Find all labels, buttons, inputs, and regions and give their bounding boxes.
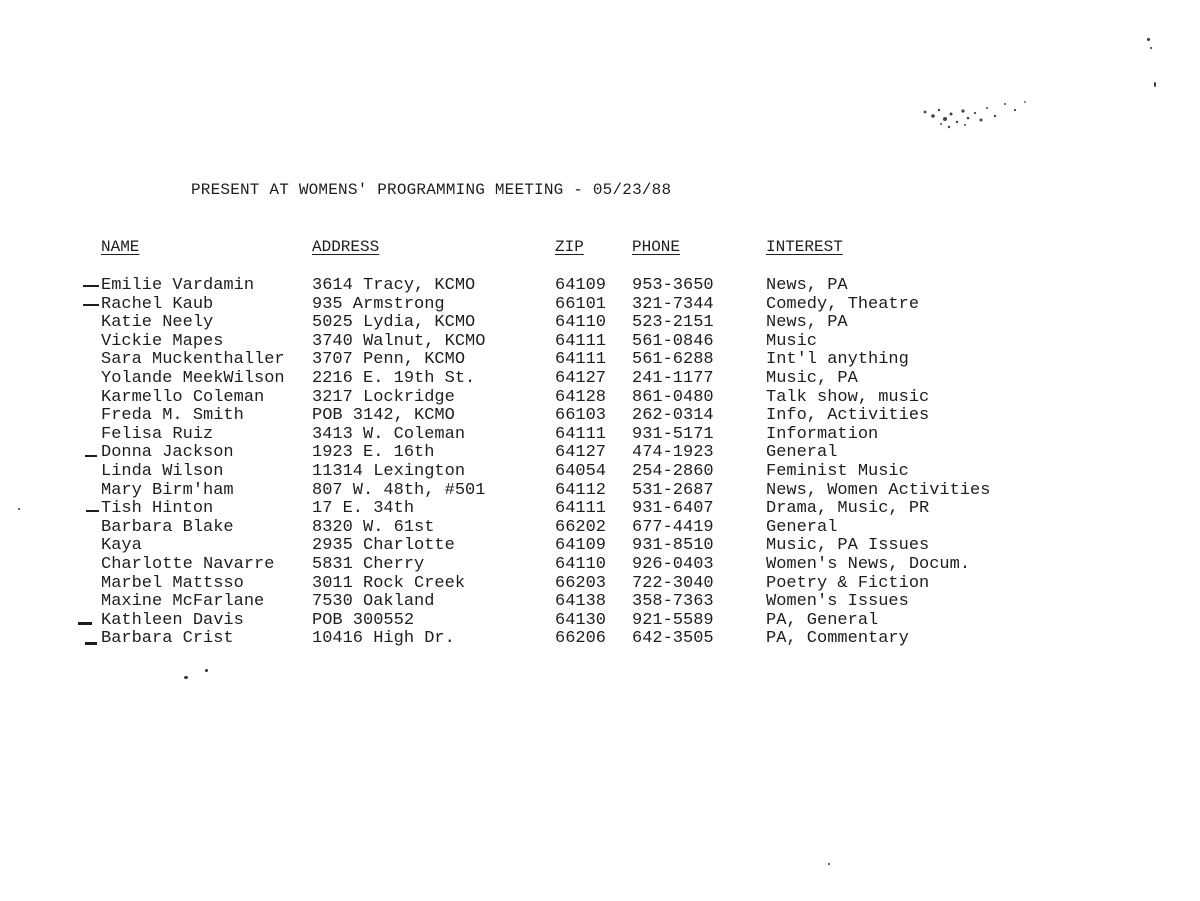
table-row: [0, 592, 1200, 611]
attendee-address: 10416 High Dr.: [312, 629, 455, 649]
attendee-interest: News, PA: [766, 276, 848, 295]
attendee-address: 935 Armstrong: [312, 294, 445, 314]
attendee-name: Tish Hinton: [101, 499, 214, 519]
scan-noise-mark: [905, 92, 1045, 142]
attendee-interest: Music, PA: [766, 369, 858, 388]
attendee-zip: 64130: [555, 610, 607, 630]
attendee-phone: 642-3505: [632, 629, 714, 649]
attendee-zip: 64128: [555, 387, 607, 407]
attendee-address: 3740 Walnut, KCMO: [312, 331, 486, 351]
attendee-address: 3413 W. Coleman: [312, 424, 466, 444]
attendee-phone: 921-5589: [632, 610, 714, 630]
header-phone: PHONE: [632, 238, 681, 256]
attendee-name: Rachel Kaub: [101, 294, 214, 314]
attendee-zip: 64111: [555, 331, 607, 351]
table-row: [0, 536, 1200, 555]
attendee-name: Yolande MeekWilson: [101, 369, 285, 388]
scan-speck: [184, 676, 188, 679]
attendee-zip: 66101: [555, 294, 607, 314]
attendee-interest: Women's News, Docum.: [766, 555, 971, 574]
attendee-zip: 64112: [555, 480, 607, 500]
attendee-zip: 64111: [555, 424, 607, 444]
attendee-name: Freda M. Smith: [101, 406, 244, 426]
attendee-zip: 66206: [555, 629, 607, 649]
table-row: [0, 313, 1200, 332]
attendee-phone: 722-3040: [632, 573, 714, 593]
attendee-phone: 561-6288: [632, 350, 714, 370]
attendee-name: Linda Wilson: [101, 462, 224, 481]
scan-speck: [1147, 38, 1150, 41]
table-row: [0, 499, 1200, 518]
attendee-name: Donna Jackson: [101, 443, 234, 463]
attendee-zip: 66103: [555, 406, 607, 426]
attendee-name: Maxine McFarlane: [101, 592, 265, 612]
attendee-address: 2216 E. 19th St.: [312, 369, 476, 388]
attendee-name: Kaya: [101, 536, 142, 556]
attendee-name: Vickie Mapes: [101, 331, 224, 351]
attendee-address: 11314 Lexington: [312, 462, 466, 481]
attendee-interest: Talk show, music: [766, 387, 930, 407]
tick-mark: [83, 304, 99, 306]
table-row: [0, 388, 1200, 407]
attendee-phone: 262-0314: [632, 406, 714, 426]
attendee-phone: 254-2860: [632, 462, 714, 481]
attendee-address: 1923 E. 16th: [312, 443, 435, 463]
attendee-name: Mary Birm'ham: [101, 480, 234, 500]
attendee-interest: Int'l anything: [766, 350, 909, 370]
attendee-name: Felisa Ruiz: [101, 424, 214, 444]
attendee-interest: News, PA: [766, 313, 848, 333]
attendee-address: POB 300552: [312, 610, 415, 630]
attendee-address: 7530 Oakland: [312, 592, 435, 612]
attendee-interest: General: [766, 443, 838, 463]
table-row: [0, 574, 1200, 593]
attendee-address: 3011 Rock Creek: [312, 573, 466, 593]
attendee-interest: PA, General: [766, 610, 879, 630]
header-address: ADDRESS: [312, 238, 380, 256]
attendee-interest: General: [766, 517, 838, 537]
header-interest: INTEREST: [766, 238, 843, 256]
scan-speck: [18, 508, 20, 510]
scan-speck: [1150, 47, 1152, 49]
table-row: [0, 611, 1200, 630]
attendee-interest: Music: [766, 331, 818, 351]
attendee-interest: Info, Activities: [766, 406, 930, 426]
tick-mark: [85, 455, 97, 457]
attendee-zip: 64127: [555, 443, 607, 463]
table-row: [0, 295, 1200, 314]
attendee-phone: 926-0403: [632, 555, 714, 574]
attendee-phone: 523-2151: [632, 313, 714, 333]
attendee-zip: 64110: [555, 555, 607, 574]
attendee-name: Karmello Coleman: [101, 387, 265, 407]
attendee-address: 2935 Charlotte: [312, 536, 455, 556]
attendee-address: 8320 W. 61st: [312, 517, 435, 537]
scan-speck: [205, 669, 208, 672]
table-row: [0, 481, 1200, 500]
attendee-interest: Comedy, Theatre: [766, 294, 920, 314]
attendee-phone: 861-0480: [632, 387, 714, 407]
table-row: [0, 443, 1200, 462]
attendee-address: 807 W. 48th, #501: [312, 480, 486, 500]
attendee-name: Katie Neely: [101, 313, 214, 333]
attendee-address: 3614 Tracy, KCMO: [312, 276, 476, 295]
table-row: [0, 518, 1200, 537]
table-row: [0, 332, 1200, 351]
attendee-phone: 931-6407: [632, 499, 714, 519]
attendee-address: 5025 Lydia, KCMO: [312, 313, 476, 333]
attendee-phone: 561-0846: [632, 331, 714, 351]
tick-mark: [85, 642, 97, 645]
tick-mark: [86, 510, 99, 512]
attendee-phone: 931-5171: [632, 424, 714, 444]
scan-speck: [1154, 82, 1156, 87]
attendee-phone: 358-7363: [632, 592, 714, 612]
attendee-interest: Poetry & Fiction: [766, 573, 930, 593]
attendee-zip: 64110: [555, 313, 607, 333]
attendee-zip: 64109: [555, 536, 607, 556]
attendee-name: Barbara Blake: [101, 517, 234, 537]
attendee-phone: 531-2687: [632, 480, 714, 500]
attendee-zip: 66202: [555, 517, 607, 537]
attendee-phone: 241-1177: [632, 369, 714, 388]
attendee-name: Charlotte Navarre: [101, 555, 275, 574]
attendee-zip: 66203: [555, 573, 607, 593]
table-row: [0, 276, 1200, 295]
attendee-name: Barbara Crist: [101, 629, 234, 649]
tick-mark: [78, 622, 92, 625]
attendee-zip: 64111: [555, 350, 607, 370]
attendee-name: Emilie Vardamin: [101, 276, 255, 295]
document-title: PRESENT AT WOMENS' PROGRAMMING MEETING - 05/23/88: [191, 181, 672, 199]
attendee-interest: Music, PA Issues: [766, 536, 930, 556]
attendee-zip: 64109: [555, 276, 607, 295]
attendee-address: 17 E. 34th: [312, 499, 415, 519]
attendee-interest: Information: [766, 424, 879, 444]
attendee-phone: 474-1923: [632, 443, 714, 463]
attendee-interest: PA, Commentary: [766, 629, 909, 649]
attendee-name: Sara Muckenthaller: [101, 350, 285, 370]
attendee-interest: Women's Issues: [766, 592, 909, 612]
attendee-address: POB 3142, KCMO: [312, 406, 455, 426]
table-row: [0, 629, 1200, 648]
attendee-interest: Feminist Music: [766, 462, 909, 481]
table-row: [0, 425, 1200, 444]
attendee-name: Marbel Mattsso: [101, 573, 244, 593]
attendee-zip: 64054: [555, 462, 607, 481]
attendee-address: 3707 Penn, KCMO: [312, 350, 466, 370]
attendee-address: 5831 Cherry: [312, 555, 425, 574]
table-row: [0, 406, 1200, 425]
attendee-phone: 677-4419: [632, 517, 714, 537]
attendee-address: 3217 Lockridge: [312, 387, 455, 407]
attendee-name: Kathleen Davis: [101, 610, 244, 630]
header-name: NAME: [101, 238, 140, 256]
table-row: [0, 462, 1200, 481]
attendee-zip: 64138: [555, 592, 607, 612]
attendee-phone: 931-8510: [632, 536, 714, 556]
tick-mark: [83, 285, 99, 287]
attendee-interest: News, Women Activities: [766, 480, 991, 500]
attendee-phone: 953-3650: [632, 276, 714, 295]
table-row: [0, 350, 1200, 369]
attendee-zip: 64111: [555, 499, 607, 519]
attendee-interest: Drama, Music, PR: [766, 499, 930, 519]
table-row: [0, 555, 1200, 574]
attendee-phone: 321-7344: [632, 294, 714, 314]
attendee-zip: 64127: [555, 369, 607, 388]
table-row: [0, 369, 1200, 388]
header-zip: ZIP: [555, 238, 584, 256]
scan-speck: [828, 863, 830, 865]
